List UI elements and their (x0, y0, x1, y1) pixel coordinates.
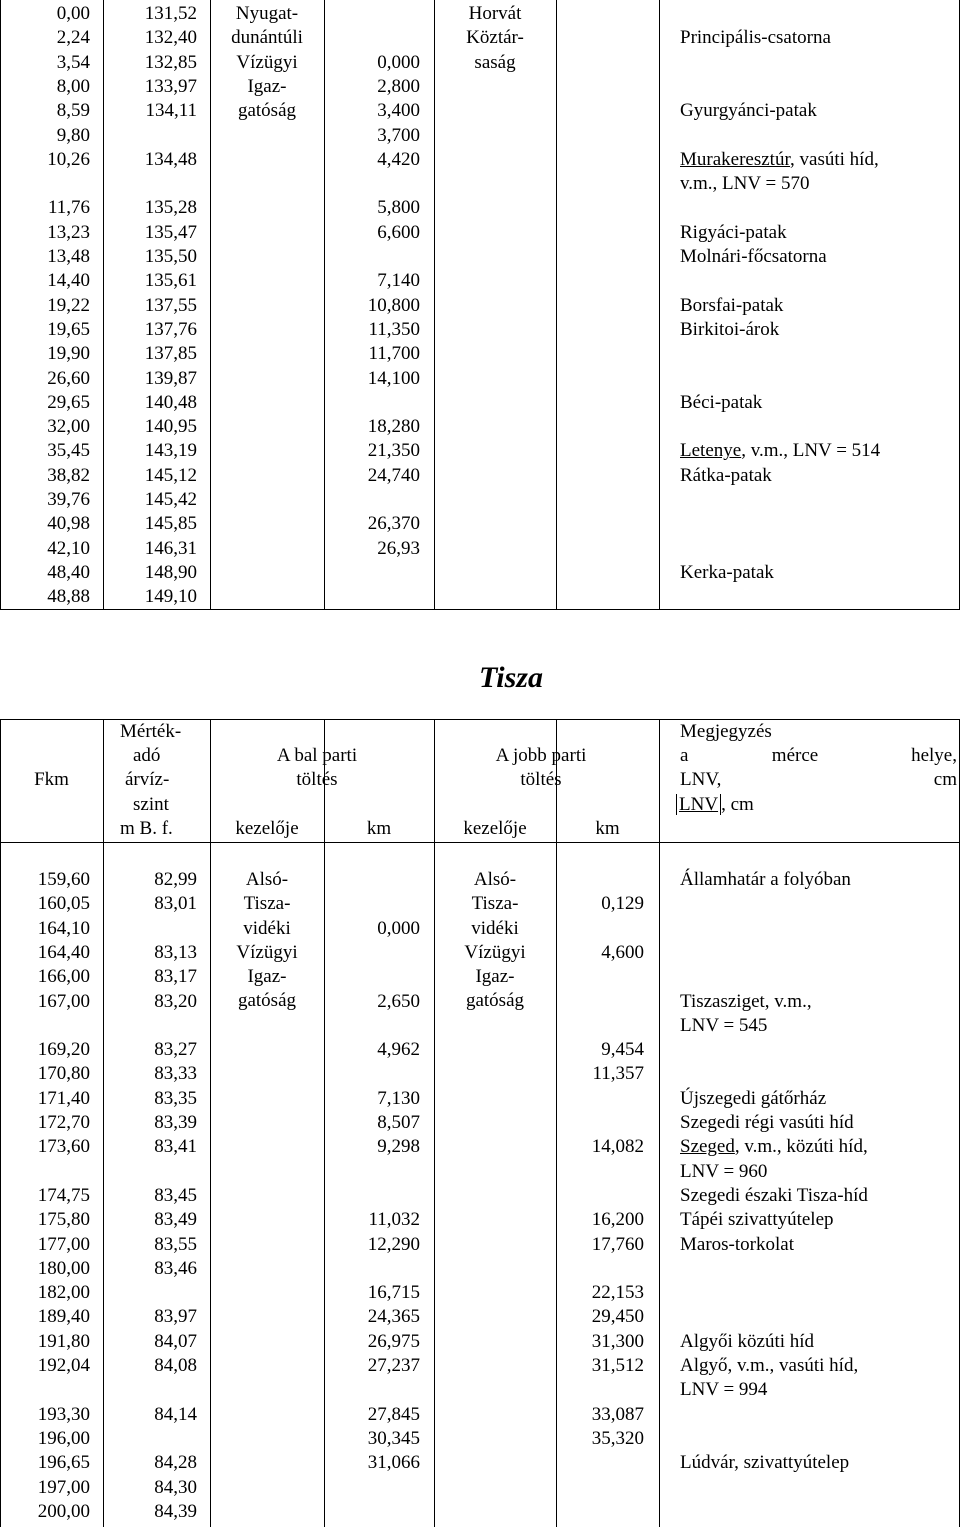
cell-level: 83,46 (154, 1257, 197, 1279)
cell-level: 83,45 (154, 1184, 197, 1206)
cell-left-km: 3,400 (377, 100, 420, 122)
cell-fkm: 197,00 (37, 1476, 90, 1498)
table-row (0, 2, 960, 26)
cell-fkm: 38,82 (47, 464, 90, 486)
header-note-word: mérce (771, 745, 819, 766)
cell-left-km: 5,800 (377, 197, 420, 219)
cell-left-km: 12,290 (367, 1233, 420, 1255)
table-row (0, 269, 960, 293)
table-row (0, 99, 960, 123)
header-level-line: adó (133, 745, 161, 766)
cell-left-km: 4,962 (377, 1039, 420, 1061)
cell-fkm: 3,54 (56, 51, 90, 73)
cell-level: 83,35 (154, 1087, 197, 1109)
cell-left-km: 24,365 (367, 1306, 420, 1328)
cell-left-km: 14,100 (367, 367, 420, 389)
manager-line: Nyugat- (235, 3, 299, 24)
header-note-unit: , cm (721, 794, 754, 815)
cell-left-km: 11,032 (368, 1209, 420, 1231)
cell-fkm: 166,00 (37, 966, 90, 988)
cell-note: Gyurgyánci-patak (680, 100, 817, 122)
cell-left-km: 0,000 (377, 917, 420, 939)
manager-line: Alsó- (245, 869, 289, 890)
cell-level: 82,99 (154, 869, 197, 890)
cell-right-km: 31,512 (591, 1355, 644, 1376)
cell-fkm: 159,60 (37, 869, 90, 890)
table-row (0, 1038, 960, 1062)
cell-left-km: 30,345 (367, 1427, 420, 1449)
cell-left-km: 31,066 (367, 1452, 420, 1474)
cell-note: Birkitoi-árok (680, 318, 780, 340)
cell-left-km: 7,140 (377, 270, 420, 292)
table-row (0, 75, 960, 99)
cell-fkm: 19,90 (47, 343, 90, 365)
table-row (0, 1451, 960, 1475)
cell-fkm: 164,40 (37, 941, 90, 963)
cell-note: Tiszasziget, v.m., (680, 990, 812, 1012)
cell-level: 83,39 (154, 1112, 197, 1133)
header-level-line: szint (133, 794, 169, 815)
cell-level: 84,30 (154, 1476, 197, 1498)
cell-note: Borsfai-patak (680, 294, 784, 316)
manager-line: saság (474, 51, 516, 73)
table-row (0, 124, 960, 148)
cell-level: 134,11 (145, 100, 197, 122)
cell-right-km: 29,450 (591, 1306, 644, 1328)
cell-fkm: 160,05 (37, 893, 90, 915)
cell-note: Principális-csatorna (680, 27, 831, 49)
cell-left-km: 8,507 (377, 1112, 420, 1133)
header-level-line: m B. f. (120, 818, 173, 839)
cell-left-km: 11,350 (368, 318, 420, 340)
cell-fkm: 48,40 (47, 561, 90, 583)
table-row (0, 415, 960, 439)
cell-fkm: 173,60 (37, 1136, 90, 1158)
table-row (0, 488, 960, 512)
header-note-word: cm (933, 769, 957, 790)
cell-level: 131,52 (144, 3, 197, 24)
table-row (0, 148, 960, 172)
header-note-word: LNV, (680, 769, 722, 790)
manager-line: Horvát (468, 3, 522, 24)
cell-left-km: 10,800 (367, 294, 420, 316)
cell-note: LNV = 960 (680, 1160, 768, 1182)
table-row (0, 1305, 960, 1329)
cell-fkm: 10,26 (47, 148, 90, 170)
cell-left-km: 26,975 (367, 1330, 420, 1352)
cell-fkm: 169,20 (37, 1039, 90, 1061)
table-row (0, 464, 960, 488)
cell-note: Szegedi északi Tisza-híd (680, 1184, 868, 1206)
table-row (0, 172, 960, 196)
cell-note: Béci-patak (680, 391, 763, 413)
cell-level: 149,10 (144, 586, 197, 608)
cell-note: Szegedi régi vasúti híd (680, 1112, 854, 1133)
manager-line: gatóság (237, 990, 297, 1012)
cell-note: Államhatár a folyóban (680, 869, 851, 890)
cell-fkm: 193,30 (37, 1403, 90, 1425)
manager-line: Alsó- (473, 869, 517, 890)
manager-line: Igaz- (247, 75, 287, 97)
cell-fkm: 35,45 (47, 440, 90, 462)
cell-left-km: 26,370 (367, 513, 420, 535)
cell-fkm: 182,00 (37, 1282, 90, 1304)
cell-level: 145,85 (144, 513, 197, 535)
cell-level: 133,97 (144, 75, 197, 97)
cell-left-km: 2,650 (377, 990, 420, 1012)
cell-fkm: 177,00 (37, 1233, 90, 1255)
header-note-abs: LNV (676, 794, 721, 815)
header-right-manager: kezelője (463, 818, 527, 839)
table-row (0, 1354, 960, 1378)
cell-fkm: 196,65 (37, 1452, 90, 1474)
cell-right-km: 4,600 (601, 941, 644, 963)
cell-fkm: 170,80 (37, 1063, 90, 1085)
table-row (0, 1160, 960, 1184)
table-row (0, 342, 960, 366)
cell-left-km: 16,715 (367, 1282, 420, 1304)
cell-level: 135,50 (144, 246, 197, 267)
col-divider (659, 719, 660, 843)
table-row (0, 892, 960, 916)
table-row (0, 1014, 960, 1038)
cell-fkm: 29,65 (47, 391, 90, 413)
header-left-bank: töltés (296, 769, 338, 790)
cell-right-km: 22,153 (591, 1282, 644, 1304)
cell-level: 135,47 (144, 221, 197, 243)
table-row (0, 1476, 960, 1500)
table-row (0, 26, 960, 50)
cell-fkm: 8,00 (56, 75, 90, 97)
cell-level: 132,85 (144, 51, 197, 73)
table-row (0, 1135, 960, 1159)
cell-level: 140,95 (144, 416, 197, 438)
cell-level: 84,07 (154, 1330, 197, 1352)
cell-note: Szeged, v.m., közúti híd, (680, 1136, 868, 1158)
table-row (0, 537, 960, 561)
header-level-line: Mérték- (120, 721, 182, 742)
cell-fkm: 13,48 (47, 246, 90, 267)
station-name: Szeged (680, 1136, 735, 1158)
cell-fkm: 2,24 (56, 27, 90, 49)
cell-note: Tápéi szivattyútelep (680, 1209, 834, 1231)
cell-level: 83,41 (154, 1136, 197, 1158)
cell-fkm: 191,80 (37, 1330, 90, 1352)
cell-right-km: 35,320 (591, 1427, 644, 1449)
table-row (0, 990, 960, 1014)
cell-left-km: 2,800 (377, 75, 420, 97)
cell-right-km: 17,760 (591, 1233, 644, 1255)
cell-level: 137,76 (144, 318, 197, 340)
cell-note: LNV = 545 (680, 1014, 768, 1036)
cell-fkm: 39,76 (47, 489, 90, 510)
cell-fkm: 164,10 (37, 917, 90, 939)
cell-level: 83,01 (154, 893, 197, 915)
cell-left-km: 24,740 (367, 464, 420, 486)
table-row (0, 391, 960, 415)
manager-line: Vízügyi (236, 941, 298, 963)
cell-note: Újszegedi gátőrház (680, 1087, 827, 1109)
manager-line: Vízügyi (236, 51, 298, 73)
cell-level: 139,87 (144, 367, 197, 389)
cell-fkm: 19,65 (47, 318, 90, 340)
cell-left-km: 0,000 (377, 51, 420, 73)
cell-fkm: 40,98 (47, 513, 90, 535)
cell-fkm: 196,00 (37, 1427, 90, 1449)
table-row (0, 367, 960, 391)
header-right-bank: töltés (520, 769, 562, 790)
table-row (0, 1087, 960, 1111)
cell-note: Letenye, v.m., LNV = 514 (680, 440, 881, 462)
cell-note: Lúdvár, szivattyútelep (680, 1452, 850, 1474)
manager-line: gatóság (237, 100, 297, 122)
cell-level: 146,31 (144, 537, 197, 559)
manager-line: Igaz- (247, 966, 287, 988)
cell-level: 83,49 (154, 1209, 197, 1231)
cell-level: 134,48 (144, 148, 197, 170)
cell-left-km: 3,700 (377, 124, 420, 146)
cell-right-km: 9,454 (601, 1039, 644, 1061)
station-name: Letenye (680, 440, 742, 462)
cell-level: 135,28 (144, 197, 197, 219)
cell-fkm: 19,22 (47, 294, 90, 316)
table-row (0, 1184, 960, 1208)
header-left-manager: kezelője (235, 818, 299, 839)
cell-left-km: 9,298 (377, 1136, 420, 1158)
header-right-km: km (595, 818, 620, 839)
cell-level: 135,61 (144, 270, 197, 292)
cell-left-km: 6,600 (377, 221, 420, 243)
cell-level: 83,13 (154, 941, 197, 963)
cell-left-km: 11,700 (368, 343, 420, 365)
table-row (0, 917, 960, 941)
cell-level: 84,08 (154, 1355, 197, 1376)
table-row (0, 868, 960, 892)
cell-fkm: 180,00 (37, 1257, 90, 1279)
cell-note: LNV = 994 (680, 1379, 768, 1401)
cell-note: Molnári-főcsatorna (680, 246, 827, 267)
table-row (0, 318, 960, 342)
cell-left-km: 18,280 (367, 416, 420, 438)
cell-fkm: 175,80 (37, 1209, 90, 1231)
table-row (0, 294, 960, 318)
header-left-km: km (366, 818, 392, 839)
header-note-word: helye, (911, 745, 957, 766)
header-right-bank: A jobb parti (495, 745, 587, 766)
cell-level: 83,20 (154, 990, 197, 1012)
cell-level: 83,17 (154, 966, 197, 988)
table-row (0, 221, 960, 245)
cell-fkm: 32,00 (47, 416, 90, 438)
section-title: Tisza (479, 661, 543, 694)
table-row (0, 512, 960, 536)
cell-level: 143,19 (144, 440, 197, 462)
top-table (0, 0, 960, 610)
table-row (0, 1208, 960, 1232)
cell-note: Kerka-patak (680, 561, 774, 583)
cell-left-km: 4,420 (377, 148, 420, 170)
cell-fkm: 192,04 (37, 1355, 90, 1376)
station-name: Murakeresztúr (680, 148, 791, 170)
cell-fkm: 189,40 (37, 1306, 90, 1328)
cell-level: 83,97 (154, 1306, 197, 1328)
cell-fkm: 8,59 (56, 100, 90, 122)
cell-level: 84,28 (154, 1452, 197, 1474)
cell-level: 84,39 (154, 1500, 197, 1522)
header-note-abs-lnv (676, 793, 754, 817)
manager-line: Köztár- (466, 27, 524, 49)
header-level-line: árvíz- (125, 769, 170, 790)
manager-line: dunántúli (231, 27, 303, 49)
manager-line: Igaz- (475, 966, 515, 988)
table-row (0, 1330, 960, 1354)
table-row (0, 1500, 960, 1524)
cell-level: 83,55 (154, 1233, 197, 1255)
cell-right-km: 14,082 (591, 1136, 644, 1158)
table-row (0, 1257, 960, 1281)
cell-left-km: 27,845 (367, 1403, 420, 1425)
cell-level: 137,85 (144, 343, 197, 365)
cell-note: Maros-torkolat (680, 1233, 794, 1255)
header-note: Megjegyzés (680, 721, 772, 742)
table-row (0, 1427, 960, 1451)
cell-fkm: 167,00 (37, 990, 90, 1012)
cell-fkm: 9,80 (56, 124, 90, 146)
table-row (0, 585, 960, 609)
cell-right-km: 0,129 (601, 893, 644, 915)
cell-note: Algyő, v.m., vasúti híd, (680, 1355, 859, 1376)
table-row (0, 1403, 960, 1427)
manager-line: Tisza- (471, 893, 519, 915)
cell-note: v.m., LNV = 570 (680, 173, 810, 195)
cell-fkm: 42,10 (47, 537, 90, 559)
cell-level: 148,90 (144, 561, 197, 583)
table-row (0, 1111, 960, 1135)
table-row (0, 1062, 960, 1086)
cell-level: 137,55 (144, 294, 197, 316)
cell-note: Algyői közúti híd (680, 1330, 815, 1352)
table-row (0, 1281, 960, 1305)
cell-level: 84,14 (154, 1403, 197, 1425)
cell-fkm: 26,60 (47, 367, 90, 389)
manager-line: Tisza- (243, 893, 291, 915)
cell-fkm: 11,76 (47, 197, 90, 219)
cell-level: 132,40 (144, 27, 197, 49)
header-note-word: a (680, 745, 689, 766)
header-left-bank: A bal parti (276, 745, 358, 766)
manager-line: Vízügyi (464, 941, 526, 963)
manager-line: vidéki (471, 917, 519, 939)
table-row (0, 439, 960, 463)
manager-line: gatóság (465, 990, 525, 1012)
cell-right-km: 16,200 (591, 1209, 644, 1231)
table-row (0, 941, 960, 965)
bottom-table-header (0, 719, 960, 843)
header-fkm: Fkm (34, 769, 69, 790)
table-row (0, 965, 960, 989)
cell-left-km: 27,237 (367, 1355, 420, 1376)
cell-fkm: 171,40 (37, 1087, 90, 1109)
cell-left-km: 26,93 (377, 537, 420, 559)
cell-level: 140,48 (144, 391, 197, 413)
cell-fkm: 200,00 (37, 1500, 90, 1522)
manager-line: vidéki (243, 917, 291, 939)
cell-note: Murakeresztúr, vasúti híd, (680, 148, 879, 170)
cell-level: 145,42 (144, 489, 197, 510)
col-divider (103, 719, 104, 843)
table-row (0, 196, 960, 220)
table-row (0, 561, 960, 585)
cell-note: Rátka-patak (680, 464, 772, 486)
table-row (0, 1378, 960, 1402)
cell-fkm: 13,23 (47, 221, 90, 243)
cell-level: 83,27 (154, 1039, 197, 1061)
bottom-table (0, 843, 960, 1527)
cell-level: 83,33 (154, 1063, 197, 1085)
table-row (0, 245, 960, 269)
cell-fkm: 172,70 (37, 1112, 90, 1133)
cell-fkm: 0,00 (56, 3, 90, 24)
cell-right-km: 33,087 (591, 1403, 644, 1425)
cell-fkm: 48,88 (47, 586, 90, 608)
table-row (0, 1233, 960, 1257)
cell-left-km: 7,130 (377, 1087, 420, 1109)
cell-right-km: 11,357 (592, 1063, 644, 1085)
table-row (0, 51, 960, 75)
cell-note: Rigyáci-patak (680, 221, 787, 243)
cell-level: 145,12 (144, 464, 197, 486)
cell-fkm: 14,40 (47, 270, 90, 292)
cell-fkm: 174,75 (37, 1184, 90, 1206)
cell-left-km: 21,350 (367, 440, 420, 462)
cell-right-km: 31,300 (591, 1330, 644, 1352)
